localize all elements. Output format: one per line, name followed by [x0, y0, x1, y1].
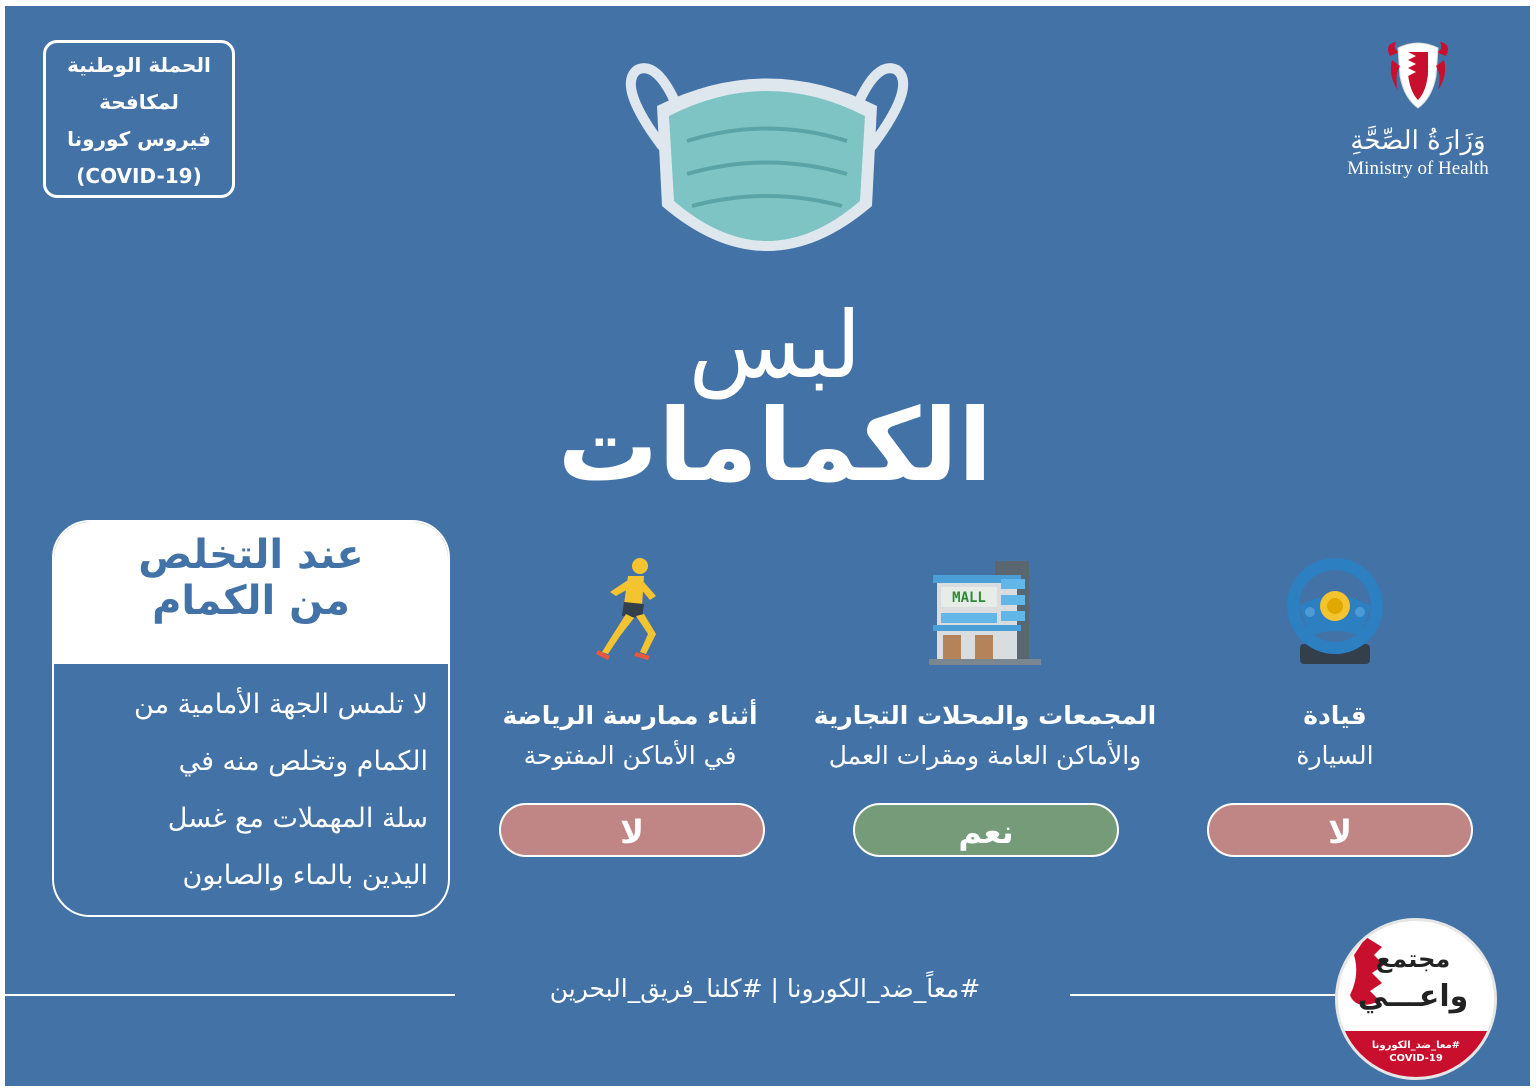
answer-no-pill: لا	[499, 803, 765, 857]
campaign-line: الحملة الوطنية	[67, 53, 211, 77]
badge-line: مجتمع	[1375, 945, 1451, 973]
situation-subtext: والأماكن العامة ومقرات العمل	[828, 741, 1142, 770]
mall-icon	[925, 551, 1045, 671]
footer-divider	[1070, 994, 1340, 996]
disposal-card	[52, 520, 450, 917]
badge-covid: COVID-19	[1389, 1053, 1443, 1064]
situation-malls	[795, 546, 1175, 776]
disposal-text-line: اليدين بالماء والصابون	[182, 860, 428, 891]
campaign-box	[43, 40, 235, 198]
situation-heading: قيادة	[1303, 701, 1367, 730]
disposal-text-line: سلة المهملات مع غسل	[167, 803, 428, 834]
answer-no-pill: لا	[1207, 803, 1473, 857]
footer-divider	[5, 994, 455, 996]
aware-community-badge	[1335, 918, 1497, 1080]
ministry-english-name: Ministry of Health	[1347, 158, 1489, 179]
ministry-arabic-name: وَزَارَةُ الصِّحَّةِ	[1350, 126, 1486, 156]
steering-wheel-icon	[1280, 556, 1390, 666]
disposal-text-line: الكمام وتخلص منه في	[178, 746, 428, 777]
mall-sign: MALL	[952, 590, 986, 606]
situation-subtext: السيارة	[1296, 741, 1374, 770]
campaign-line: فيروس كورونا	[67, 127, 211, 151]
badge-footer	[1338, 1031, 1494, 1080]
disposal-heading-line: من الكمام	[152, 578, 350, 624]
answer-yes-pill: نعم	[853, 803, 1119, 857]
situation-heading: أثناء ممارسة الرياضة	[502, 701, 758, 730]
situation-driving	[1145, 546, 1525, 776]
situation-exercise	[440, 546, 820, 776]
runner-icon	[590, 556, 670, 666]
disposal-text-line: لا تلمس الجهة الأمامية من	[134, 689, 428, 720]
disposal-text	[54, 664, 448, 904]
campaign-line: (COVID-19)	[76, 164, 202, 188]
coat-of-arms-icon	[1378, 36, 1458, 116]
badge-line: واعـــي	[1357, 979, 1469, 1014]
situation-heading: المجمعات والمحلات التجارية	[813, 701, 1157, 730]
campaign-line: لمكافحة	[99, 90, 179, 114]
situation-subtext: في الأماكن المفتوحة	[523, 741, 737, 770]
disposal-heading-line: عند التخلص	[138, 532, 364, 578]
disposal-heading	[54, 522, 448, 664]
title-line-2: الكمامات	[557, 387, 993, 504]
poster	[5, 6, 1530, 1086]
title-line-1: لبس	[688, 292, 862, 399]
ministry-logo	[1323, 36, 1513, 216]
face-mask-icon	[617, 56, 917, 266]
footer-hashtags: #معاً_ضد_الكورونا | #كلنا_فريق_البحرين	[549, 974, 981, 1003]
badge-hashtag: #معا_ضد_الكورونا	[1371, 1040, 1461, 1051]
